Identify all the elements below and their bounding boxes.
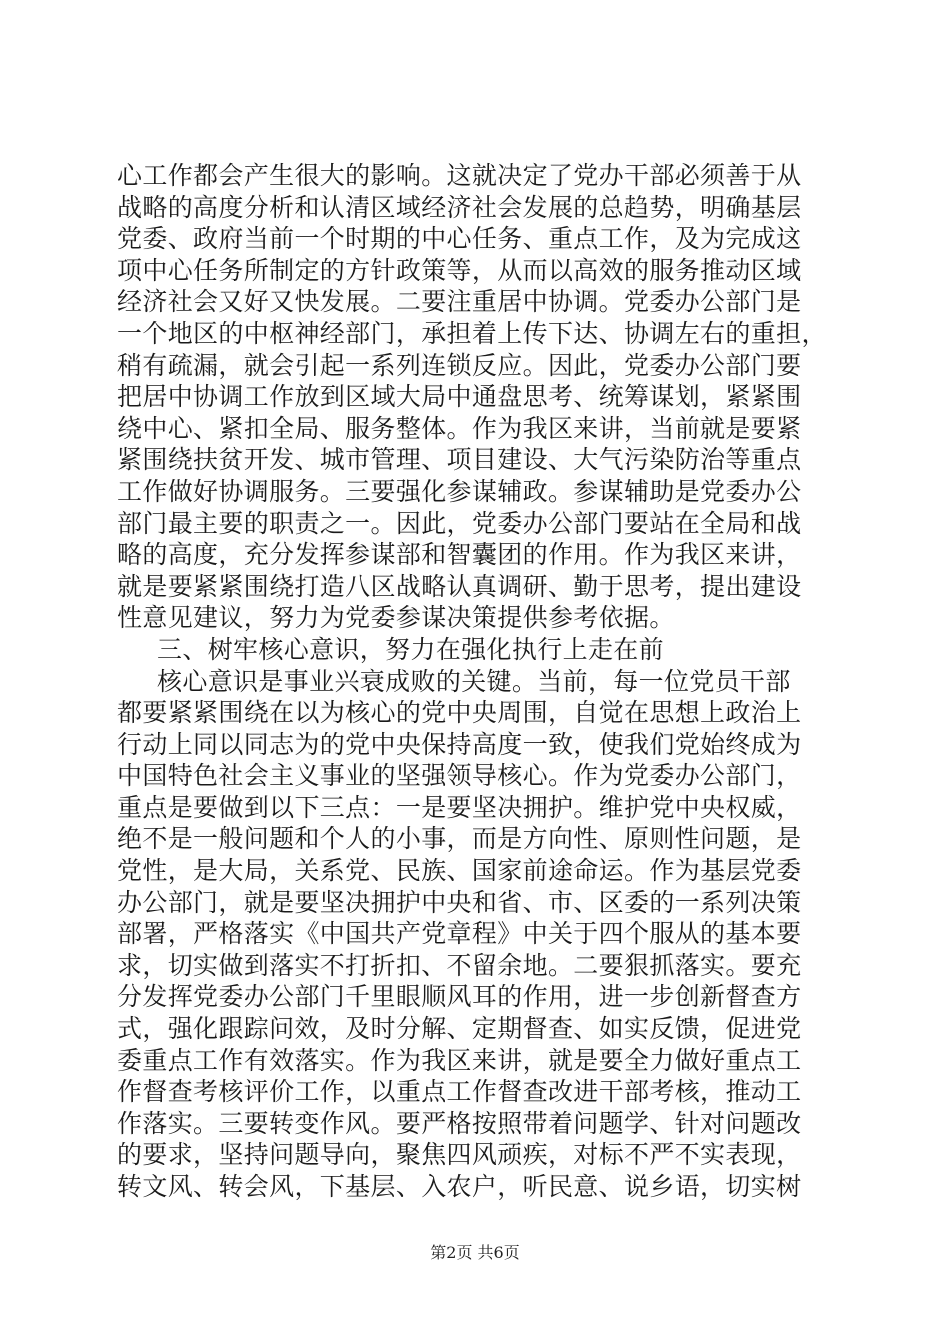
text-line: 式，强化跟踪问效，及时分解、定期督查、如实反馈，促进党 xyxy=(117,1014,802,1044)
text-line: 行动上同以同志为的党中央保持高度一致，使我们党始终成为 xyxy=(117,729,802,759)
text-line: 经济社会又好又快发展。二要注重居中协调。党委办公部门是 xyxy=(117,287,802,317)
document-body xyxy=(117,160,835,1203)
text-line: 核心意识是事业兴衰成败的关键。当前，每一位党员干部 xyxy=(157,666,791,696)
page-footer: 第2页 共6页 xyxy=(430,1243,520,1262)
text-line: 党性，是大局，关系党、民族、国家前途命运。作为基层党委 xyxy=(117,856,802,886)
text-line: 紧围绕扶贫开发、城市管理、项目建设、大气污染防治等重点 xyxy=(117,445,802,475)
text-line: 项中心任务所制定的方针政策等，从而以高效的服务推动区域 xyxy=(117,255,802,285)
text-line: 都要紧紧围绕在以为核心的党中央周围，自觉在思想上政治上 xyxy=(117,698,802,728)
text-line: 性意见建议，努力为党委参谋决策提供参考依据。 xyxy=(117,603,675,633)
text-line: 的要求，坚持问题导向，聚焦四风顽疾，对标不严不实表现， xyxy=(117,1140,802,1170)
text-line: 把居中协调工作放到区域大局中通盘思考、统筹谋划，紧紧围 xyxy=(117,382,802,412)
text-line: 部门最主要的职责之一。因此，党委办公部门要站在全局和战 xyxy=(117,508,802,538)
text-line: 委重点工作有效落实。作为我区来讲，就是要全力做好重点工 xyxy=(117,1045,802,1075)
text-line: 工作做好协调服务。三要强化参谋辅政。参谋辅助是党委办公 xyxy=(117,476,802,506)
text-line: 心工作都会产生很大的影响。这就决定了党办干部必须善于从 xyxy=(117,161,802,190)
text-line: 部署，严格落实《中国共产党章程》中关于四个服从的基本要 xyxy=(117,919,802,949)
text-line: 绕中心、紧扣全局、服务整体。作为我区来讲，当前就是要紧 xyxy=(117,413,802,443)
text-line: 重点是要做到以下三点：一是要坚决拥护。维护党中央权威， xyxy=(117,792,802,822)
text-line: 就是要紧紧围绕打造八区战略认真调研、勤于思考，提出建设 xyxy=(117,571,802,601)
text-line: 转文风、转会风，下基层、入农户，听民意、说乡语，切实树 xyxy=(117,1172,802,1201)
text-line: 三、树牢核心意识，努力在强化执行上走在前 xyxy=(157,634,665,664)
text-line: 作督查考核评价工作，以重点工作督查改进干部考核，推动工 xyxy=(117,1077,802,1107)
text-line: 战略的高度分析和认清区域经济社会发展的总趋势，明确基层 xyxy=(117,192,802,222)
text-line: 求，切实做到落实不打折扣、不留余地。二要狠抓落实。要充 xyxy=(117,950,802,980)
text-line: 办公部门，就是要坚决拥护中央和省、市、区委的一系列决策 xyxy=(117,887,802,917)
text-line: 党委、政府当前一个时期的中心任务、重点工作，及为完成这 xyxy=(117,224,802,254)
text-line: 中国特色社会主义事业的坚强领导核心。作为党委办公部门， xyxy=(117,761,802,791)
text-line: 一个地区的中枢神经部门，承担着上传下达、协调左右的重担， xyxy=(117,318,827,348)
text-line: 绝不是一般问题和个人的小事，而是方向性、原则性问题，是 xyxy=(117,824,802,854)
text-line: 稍有疏漏，就会引起一系列连锁反应。因此，党委办公部门要 xyxy=(117,350,802,380)
text-line: 分发挥党委办公部门千里眼顺风耳的作用，进一步创新督查方 xyxy=(117,982,802,1012)
text-line: 作落实。三要转变作风。要严格按照带着问题学、针对问题改 xyxy=(117,1108,802,1138)
text-line: 略的高度，充分发挥参谋部和智囊团的作用。作为我区来讲， xyxy=(117,540,802,570)
